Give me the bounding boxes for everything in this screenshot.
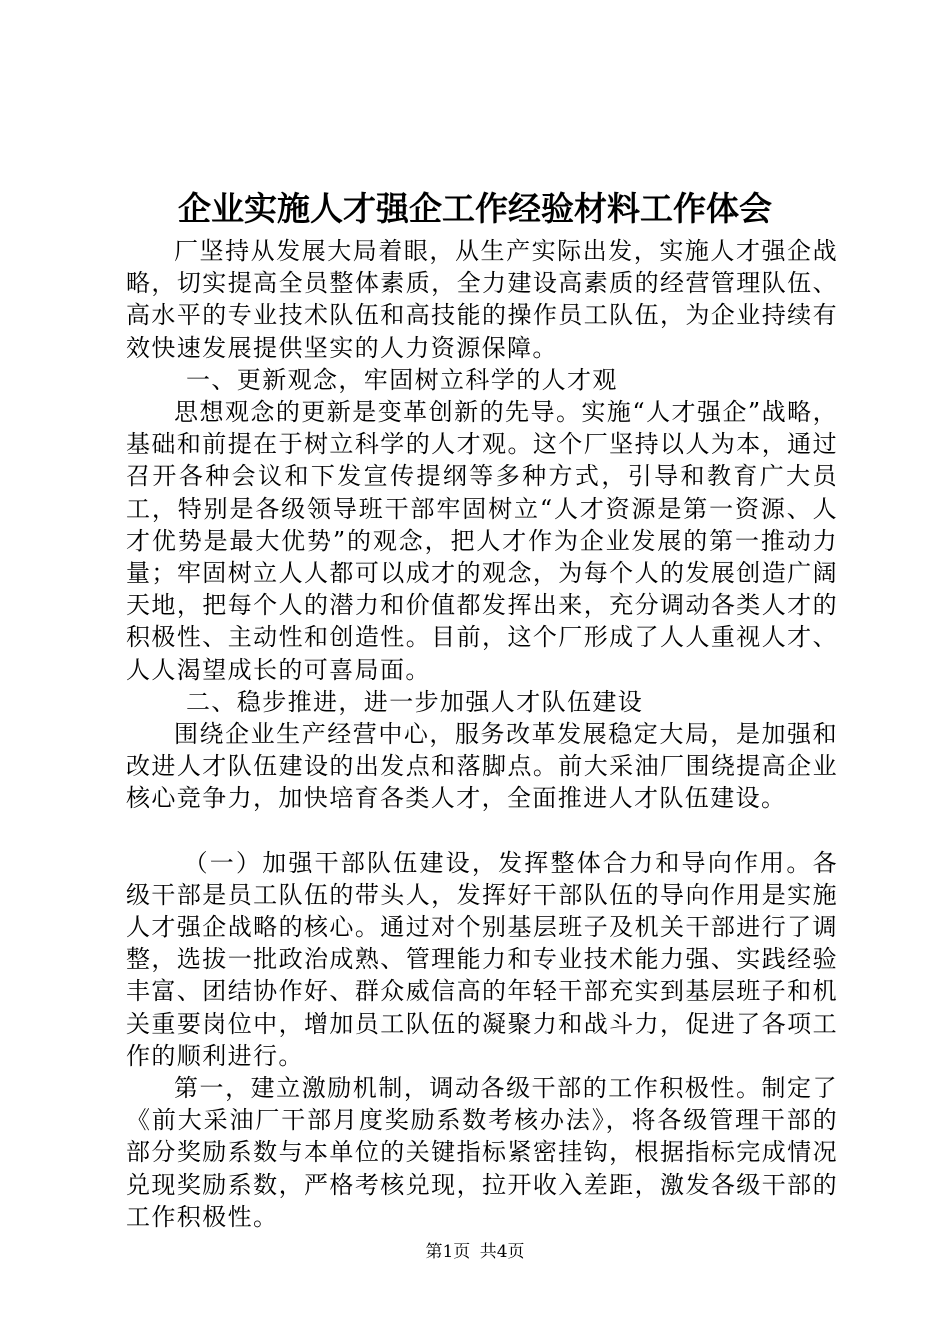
page-total: 共4页	[479, 1242, 525, 1262]
document-body	[126, 235, 838, 1233]
page-footer	[0, 1240, 950, 1264]
section-heading-2: 二、稳步推进，进一步加强人才队伍建设	[186, 687, 644, 716]
paragraph-intro: 厂坚持从发展大局着眼，从生产实际出发，实施人才强企战略，切实提高全员整体素质，全力建设高素质的经营管理队伍、高水平的专业技术队伍和高技能的操作员工队伍，为企业持续有效快速发展提供坚实的人力资源保障。	[126, 237, 838, 362]
paragraph-section-1: 思想观念的更新是变革创新的先导。实施“人才强企”战略，基础和前提在于树立科学的人才观。这个厂坚持以人为本，通过召开各种会议和下发宣传提纲等多种方式，引导和教育广大员工，特别是各级领导班干部牢固树立“人才资源是第一资源、人才优势是最大优势”的观念，把人才作为企业发展的第一推动力量；牢固树立人人都可以成才的观念，为每个人的发展创造广阔天地，把每个人的潜力和价值都发挥出来，充分调动各类人才的积极性、主动性和创造性。目前，这个厂形成了人人重视人才、人人渴望成长的可喜局面。	[126, 398, 838, 684]
paragraph-spacer	[126, 815, 838, 847]
page-number: 第1页	[425, 1242, 471, 1262]
document-title: 企业实施人才强企工作经验材料工作体会	[178, 189, 772, 228]
paragraph-subsection-1: （一）加强干部队伍建设，发挥整体合力和导向作用。各级干部是员工队伍的带头人，发挥好干部队伍的导向作用是实施人才强企战略的核心。通过对个别基层班子及机关干部进行了调整，选拔一批政治成熟、管理能力和专业技术能力强、实践经验丰富、团结协作好、群众威信高的年轻干部充实到基层班子和机关重要岗位中，增加员工队伍的凝聚力和战斗力，促进了各项工作的顺利进行。	[126, 848, 838, 1070]
paragraph-point-1: 第一，建立激励机制，调动各级干部的工作积极性。制定了《前大采油厂干部月度奖励系数考核办法》，将各级管理干部的部分奖励系数与本单位的关键指标紧密挂钩，根据指标完成情况兑现奖励系数，严格考核兑现，拉开收入差距，激发各级干部的工作积极性。	[126, 1074, 838, 1231]
section-heading-1: 一、更新观念，牢固树立科学的人才观	[186, 365, 618, 394]
paragraph-section-2: 围绕企业生产经营中心，服务改革发展稳定大局，是加强和改进人才队伍建设的出发点和落脚点。前大采油厂围绕提高企业核心竞争力，加快培育各类人才，全面推进人才队伍建设。	[126, 720, 838, 813]
